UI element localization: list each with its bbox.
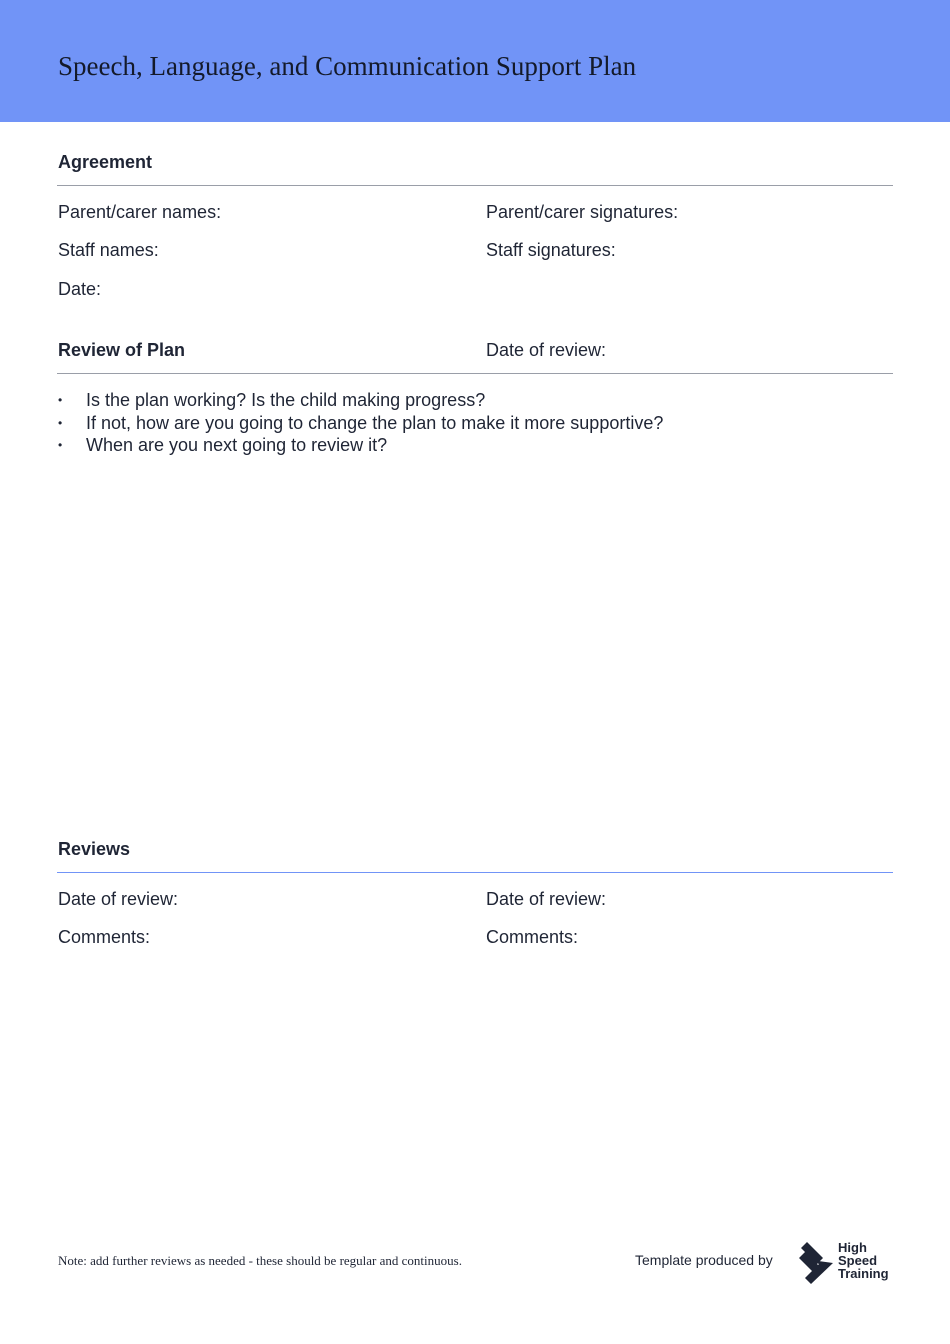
- date-label: Date:: [58, 279, 102, 299]
- review-date-label: Date of review:: [486, 340, 607, 360]
- logo-text: [838, 1241, 889, 1280]
- divider: [57, 872, 893, 873]
- comments-label: Comments:: [58, 927, 151, 947]
- high-speed-training-logo-icon: [797, 1240, 835, 1286]
- footer-note: Note: add further reviews as needed - these should be regular and continuous.: [58, 1253, 462, 1268]
- produced-by-text: Template produced by: [635, 1252, 773, 1268]
- staff-names-label: Staff names:: [58, 240, 159, 260]
- logo-text-line: Training: [838, 1266, 889, 1281]
- page-title: Speech, Language, and Communication Support Plan: [58, 51, 637, 81]
- comments-label: Comments:: [486, 927, 579, 947]
- review-date-label: Date of review:: [58, 889, 179, 909]
- review-plan-heading: Review of Plan: [58, 340, 186, 360]
- review-date-label: Date of review:: [486, 889, 607, 909]
- agreement-heading: Agreement: [58, 152, 153, 172]
- reviews-heading: Reviews: [58, 839, 131, 859]
- list-item: • If not, how are you going to change the plan to make it more supportive?: [58, 412, 663, 435]
- parent-signatures-label: Parent/carer signatures:: [486, 202, 679, 222]
- logo-text-line: High: [838, 1240, 867, 1255]
- logo-text-line: Speed: [838, 1253, 878, 1268]
- divider: [57, 373, 893, 374]
- divider: [57, 185, 893, 186]
- review-questions: [58, 389, 663, 457]
- list-item: • When are you next going to review it?: [58, 434, 663, 457]
- staff-signatures-label: Staff signatures:: [486, 240, 616, 260]
- parent-names-label: Parent/carer names:: [58, 202, 222, 222]
- list-item: • Is the plan working? Is the child making progress?: [58, 389, 663, 412]
